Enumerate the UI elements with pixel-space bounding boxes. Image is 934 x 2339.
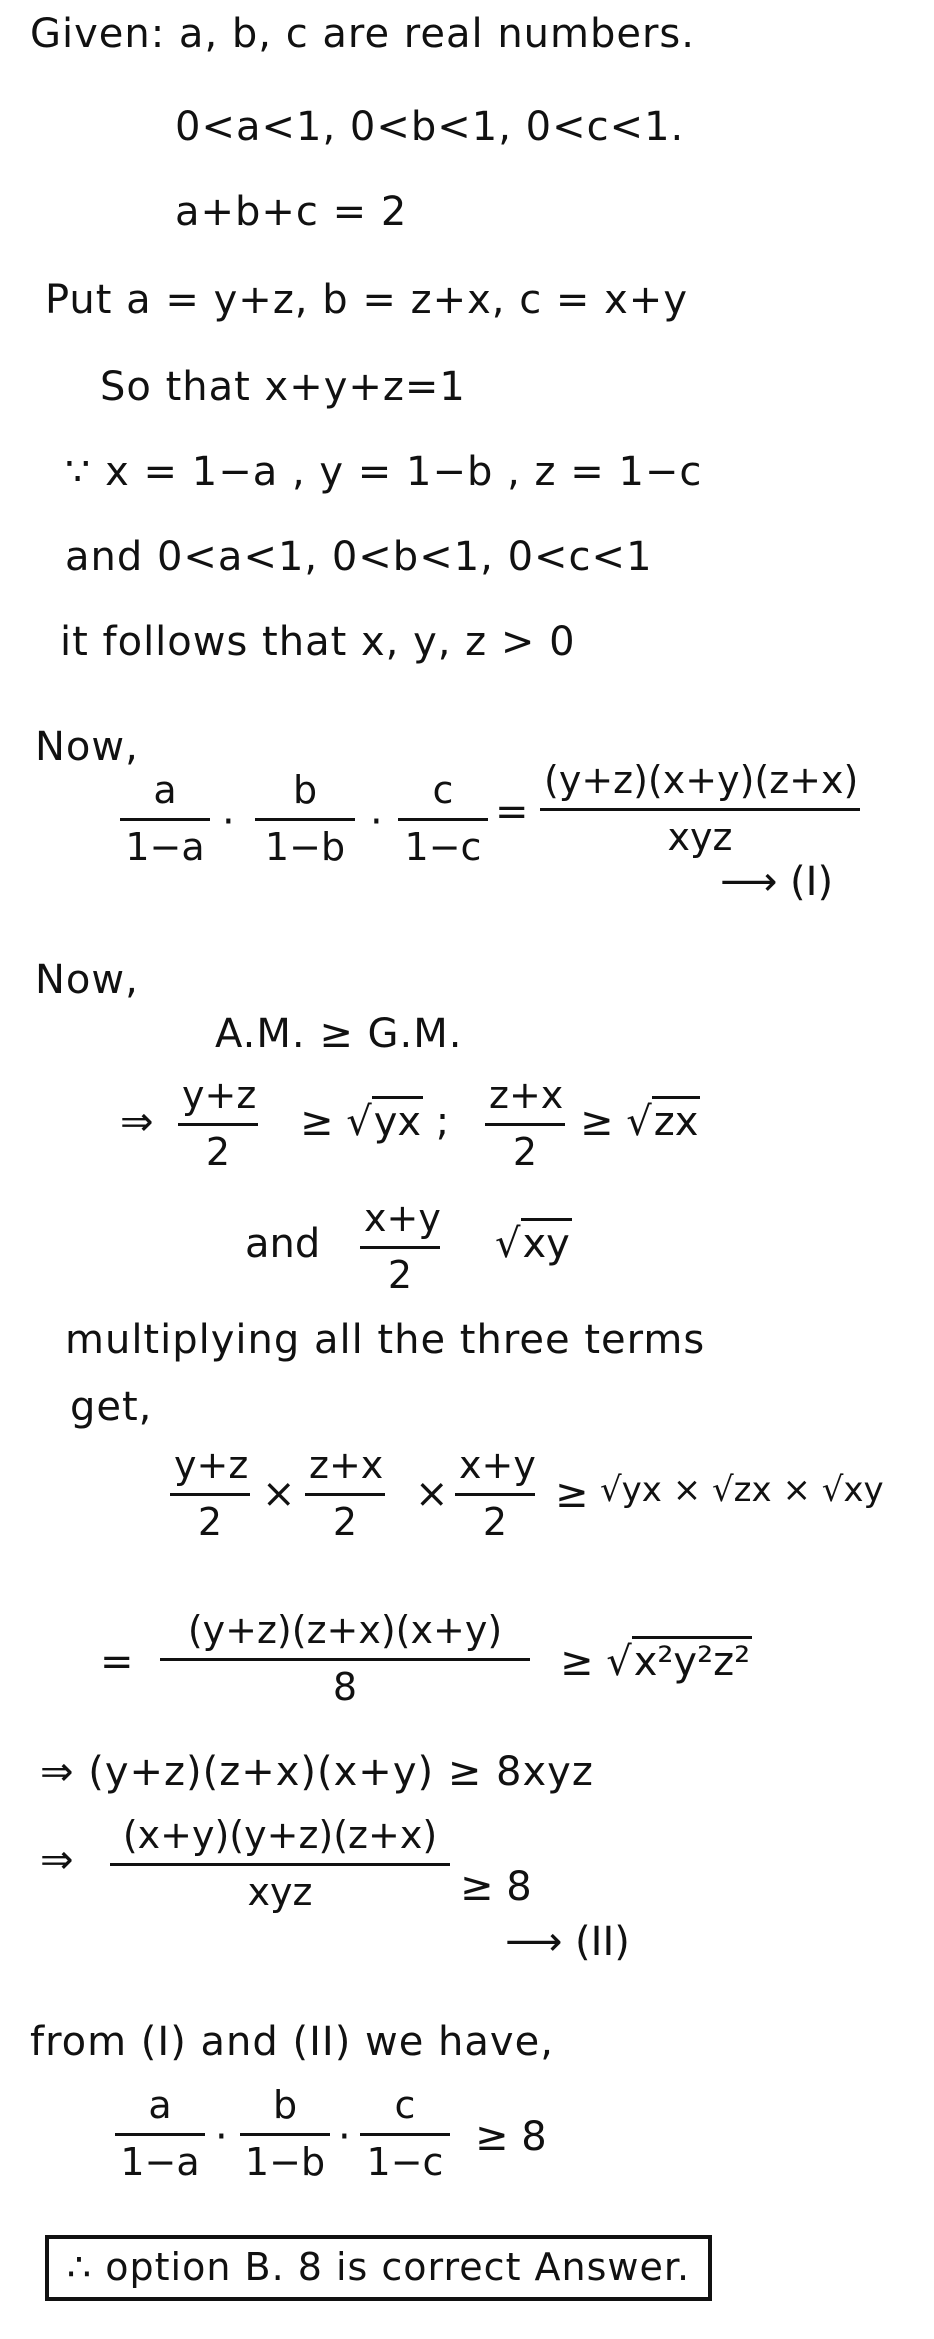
from-line: from (I) and (II) we have, <box>30 2019 554 2065</box>
eq1-rhs-bar <box>540 808 860 811</box>
amgm-root-yx: yx <box>372 1096 423 1145</box>
prod-zx-den: 2 <box>332 1499 358 1544</box>
final-b-den: 1−b <box>244 2139 326 2184</box>
final-c-bar <box>360 2133 450 2136</box>
eq1-c-den: 1−c <box>404 824 482 869</box>
implies2-arrow: ⇒ <box>40 1837 74 1883</box>
eq1-fraction-c <box>398 770 488 869</box>
prod-xy-bar <box>455 1493 535 1496</box>
prod-ge: ≥ <box>555 1471 589 1517</box>
eqline-bar <box>160 1658 530 1661</box>
final-a-den: 1−a <box>120 2139 200 2184</box>
final-c-den: 1−c <box>366 2139 444 2184</box>
implies2-ge: ≥ 8 <box>460 1864 532 1910</box>
and-xy-den: 2 <box>387 1252 413 1297</box>
eq1-fraction-a <box>120 770 210 869</box>
prod-times-2: × <box>415 1471 449 1517</box>
eq1-fraction-b <box>255 770 355 869</box>
prod-yz-num: y+z <box>174 1443 249 1487</box>
put-line: Put a = y+z, b = z+x, c = x+y <box>45 277 688 323</box>
eqline-fraction <box>160 1610 530 1709</box>
prod-fraction-zx <box>305 1445 385 1544</box>
eqline-den: 8 <box>332 1664 358 1709</box>
now-label-1: Now, <box>35 724 139 770</box>
answer-box: ∴ option B. 8 is correct Answer. <box>45 2235 712 2301</box>
amgm-ge-1: ≥ √yx ; <box>300 1100 449 1144</box>
final-dot-1: · <box>215 2114 228 2160</box>
amgm-yz-bar <box>178 1123 258 1126</box>
eqline-ge-wrap: ≥ √x²y²z² <box>560 1640 752 1684</box>
eq1-ref-label: ⟶ (I) <box>720 859 834 905</box>
amgm-fraction-zx <box>485 1075 565 1174</box>
now-label-2: Now, <box>35 957 139 1003</box>
amgm-ge-2: ≥ √zx <box>580 1100 700 1144</box>
final-b-num: b <box>272 2083 298 2127</box>
range-line: 0<a<1, 0<b<1, 0<c<1. <box>175 104 685 150</box>
eq1-a-num: a <box>153 768 177 812</box>
eq1-equals: = <box>495 789 529 835</box>
prod-times-1: × <box>262 1471 296 1517</box>
amgm-implies: ⇒ <box>120 1099 154 1145</box>
eq1-b-den: 1−b <box>264 824 346 869</box>
get-line: get, <box>70 1384 153 1430</box>
prod-xy-den: 2 <box>482 1499 508 1544</box>
final-a-bar <box>115 2133 205 2136</box>
eq1-dot-2: · <box>370 799 383 845</box>
amgm-zx-num: z+x <box>489 1073 564 1117</box>
eqline-equals: = <box>100 1639 134 1685</box>
and-root-wrap: √xy <box>495 1222 572 1266</box>
amgm-semicolon: ; <box>435 1099 450 1145</box>
eqline-num: (y+z)(z+x)(x+y) <box>187 1608 503 1652</box>
eq1-b-bar <box>255 818 355 821</box>
eq1-c-bar <box>398 818 488 821</box>
prod-rhs: √yx × √zx × √xy <box>600 1470 884 1510</box>
and-xy-num: x+y <box>364 1196 441 1240</box>
prod-fraction-xy <box>455 1445 535 1544</box>
amgm-root-zx: zx <box>652 1096 701 1145</box>
final-fraction-c <box>360 2085 450 2184</box>
implies2-bar <box>110 1863 450 1866</box>
sum-line: a+b+c = 2 <box>175 189 408 235</box>
eq1-a-den: 1−a <box>125 824 205 869</box>
so-that-line: So that x+y+z=1 <box>100 364 466 410</box>
amgm-zx-bar <box>485 1123 565 1126</box>
prod-zx-bar <box>305 1493 385 1496</box>
final-fraction-a <box>115 2085 205 2184</box>
final-a-num: a <box>148 2083 172 2127</box>
amgm-ge-1-symbol: ≥ <box>300 1099 334 1145</box>
amgm-yz-den: 2 <box>205 1129 231 1174</box>
amgm-zx-den: 2 <box>512 1129 538 1174</box>
and-xy-bar <box>360 1246 440 1249</box>
eq1-rhs-den: xyz <box>667 814 733 859</box>
prod-fraction-yz <box>170 1445 250 1544</box>
eq1-rhs-num: (y+z)(x+y)(z+x) <box>544 758 859 802</box>
and-fraction-xy <box>360 1198 440 1297</box>
final-fraction-b <box>240 2085 330 2184</box>
final-dot-2: · <box>338 2114 351 2160</box>
eqline-ge: ≥ <box>560 1639 594 1685</box>
follows-line: it follows that x, y, z > 0 <box>60 619 576 665</box>
implies2-num: (x+y)(y+z)(z+x) <box>122 1813 438 1857</box>
prod-yz-den: 2 <box>197 1499 223 1544</box>
and-word: and <box>245 1221 321 1267</box>
eq1-dot-1: · <box>222 799 235 845</box>
final-b-bar <box>240 2133 330 2136</box>
implies2-den: xyz <box>247 1869 313 1914</box>
and-root-xy: xy <box>521 1218 572 1267</box>
final-ge: ≥ 8 <box>475 2114 547 2160</box>
implies-line-1: ⇒ (y+z)(z+x)(x+y) ≥ 8xyz <box>40 1749 594 1795</box>
eq1-rhs-fraction <box>540 760 860 859</box>
final-c-num: c <box>394 2083 416 2127</box>
eq1-a-bar <box>120 818 210 821</box>
prod-zx-num: z+x <box>309 1443 384 1487</box>
amgm-ge-2-symbol: ≥ <box>580 1099 614 1145</box>
multiplying-line: multiplying all the three terms <box>65 1317 706 1363</box>
prod-yz-bar <box>170 1493 250 1496</box>
implies2-ref: ⟶ (II) <box>505 1919 630 1965</box>
amgm-fraction-yz <box>178 1075 258 1174</box>
because-line: ∵ x = 1−a , y = 1−b , z = 1−c <box>65 449 703 495</box>
and-range-line: and 0<a<1, 0<b<1, 0<c<1 <box>65 534 653 580</box>
prod-xy-num: x+y <box>459 1443 536 1487</box>
eqline-root: x²y²z² <box>632 1636 752 1685</box>
amgm-yz-num: y+z <box>182 1073 257 1117</box>
eq1-b-num: b <box>292 768 318 812</box>
given-line: Given: a, b, c are real numbers. <box>30 11 695 57</box>
amgm-line: A.M. ≥ G.M. <box>215 1011 463 1057</box>
eq1-c-num: c <box>432 768 454 812</box>
implies2-fraction <box>110 1815 450 1914</box>
